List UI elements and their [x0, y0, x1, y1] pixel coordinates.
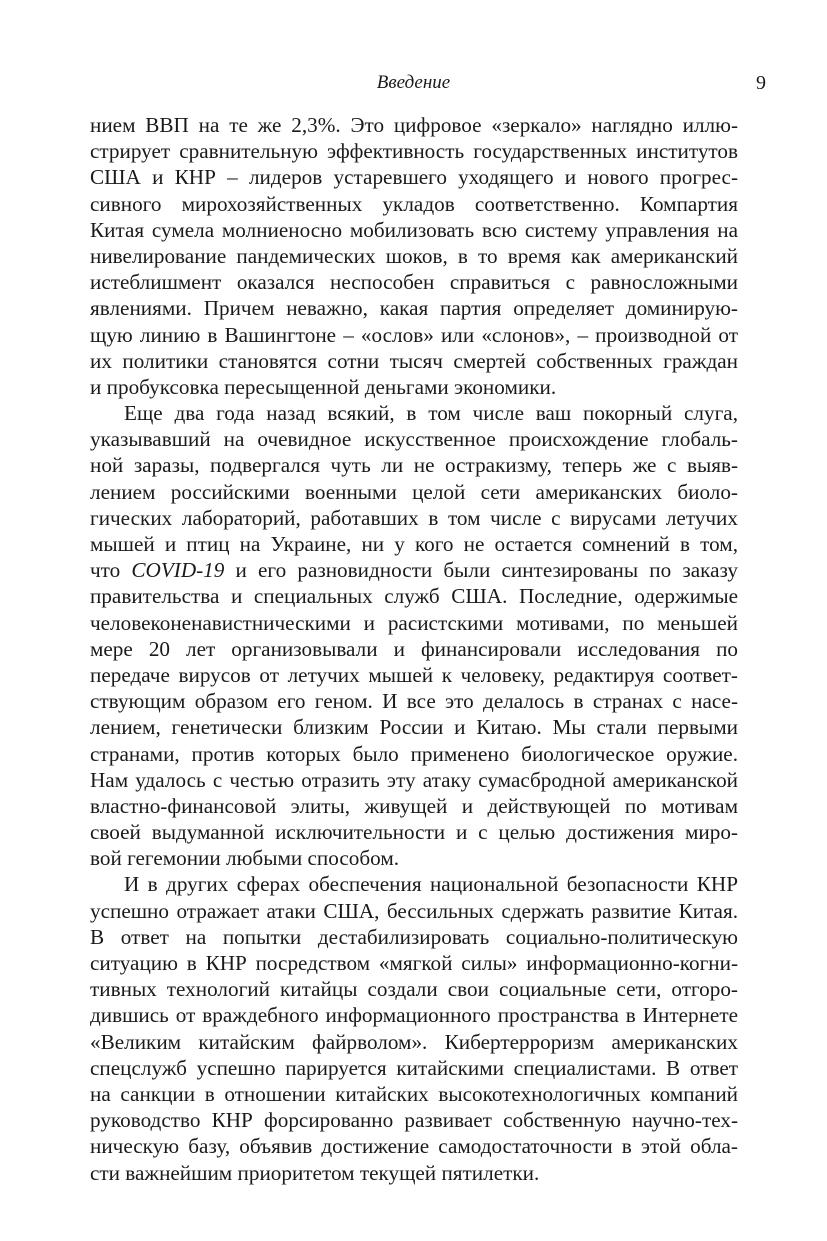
- text-line: США и КНР – лидеров устаревшего уходящего и нового прогрес-: [90, 165, 738, 190]
- text-line: «Великим китайским файрволом». Кибертерроризм американских: [90, 1029, 738, 1054]
- page-number: 9: [756, 72, 766, 94]
- text-line: гических лабораторий, работавших в том числе с вирусами летучих: [90, 505, 738, 530]
- text-line: сти важнейшим приоритетом текущей пятилетки.: [90, 1160, 540, 1185]
- text-line: И в других сферах обеспечения национальной безопасности КНР: [124, 872, 738, 897]
- text-line: своей выдуманной исключительности и с целью достижения миро-: [90, 820, 738, 845]
- text-line: руководство КНР форсированно развивает собственную научно-тех-: [90, 1108, 738, 1133]
- text-line: явлениями. Причем неважно, какая партия определяет доминирую-: [90, 296, 738, 321]
- text-line: и пробуксовка пересыщенной деньгами экономики.: [90, 374, 557, 399]
- text-line: вой гегемонии любыми способом.: [90, 846, 400, 871]
- text-line: ной заразы, подвергался чуть ли не остракизму, теперь же с выяв-: [90, 453, 738, 478]
- text-line: ническую базу, объявив достижение самодостаточности в этой обла-: [90, 1134, 738, 1159]
- text-line: щую линию в Вашингтоне – «ослов» или «слонов», – производной от: [90, 322, 738, 347]
- text-line: Еще два года назад всякий, в том числе ваш покорный слуга,: [124, 401, 738, 426]
- text-line: мере 20 лет организовывали и финансировали исследования по: [90, 636, 738, 661]
- text-line: указывавший на очевидное искусственное происхождение глобаль-: [90, 427, 738, 452]
- text-line: властно-финансовой элиты, живущей и действующей по мотивам: [90, 793, 738, 818]
- text-line: спецслужб успешно парируется китайскими специалистами. В ответ: [90, 1055, 738, 1080]
- text-line: тивных технологий китайцы создали свои социальные сети, отгоро-: [90, 977, 738, 1002]
- running-head: [0, 70, 827, 96]
- text-line: дившись от враждебного информационного пространства в Интернете: [90, 1003, 738, 1028]
- text-line: Нам удалось с честью отразить эту атаку сумасбродной американской: [90, 767, 738, 792]
- text-line: ствующим образом его геном. И все это делалось в странах с насе-: [90, 689, 738, 714]
- text-line: человеконенавистническими и расистскими мотивами, по меньшей: [90, 610, 738, 635]
- text-line: лением российскими военными целой сети американских биоло-: [90, 479, 738, 504]
- covid-term: COVID-19: [131, 558, 225, 583]
- text-line: нием ВВП на те же 2,3%. Это цифровое «зеркало» наглядно иллю-: [90, 113, 738, 137]
- text-line: стрирует сравнительную эффективность государственных институтов: [90, 139, 738, 164]
- text-line: их политики становятся сотни тысяч смертей собственных граждан: [90, 348, 738, 373]
- text-line: Китая сумела молниеносно мобилизовать всю систему управления на: [90, 217, 738, 242]
- text-line: лением, генетически близким России и Китаю. Мы стали первыми: [90, 715, 738, 740]
- paragraph-1: [90, 112, 738, 400]
- line-text-pre: что: [90, 558, 132, 583]
- text-line: истеблишмент оказался неспособен справиться с равносложными: [90, 270, 738, 295]
- text-line: нивелирование пандемических шоков, в то время как американский: [90, 243, 738, 268]
- text-line: [90, 557, 738, 583]
- body-text: [90, 112, 738, 1186]
- paragraph-2: [90, 400, 738, 871]
- paragraph-3: [90, 871, 738, 1185]
- text-line: на санкции в отношении китайских высокотехнологичных компаний: [90, 1081, 738, 1106]
- text-line: успешно отражает атаки США, бессильных сдержать развитие Китая.: [90, 898, 738, 923]
- section-title: Введение: [376, 72, 451, 93]
- text-line: ситуацию в КНР посредством «мягкой силы» информационно-когни-: [90, 951, 738, 975]
- text-line: сивного мирохозяйственных укладов соответственно. Компартия: [90, 191, 738, 216]
- line-text-post: и его разновидности были синтезированы по заказу: [224, 558, 738, 583]
- text-line: В ответ на попытки дестабилизировать социально-политическую: [90, 924, 738, 949]
- text-line: передаче вирусов от летучих мышей к человеку, редактируя соответ-: [90, 662, 738, 687]
- text-line: правительства и специальных служб США. Последние, одержимые: [90, 584, 738, 609]
- text-line: странами, против которых было применено биологическое оружие.: [90, 741, 738, 766]
- text-line: мышей и птиц на Украине, ни у кого не остается сомнений в том,: [90, 532, 738, 556]
